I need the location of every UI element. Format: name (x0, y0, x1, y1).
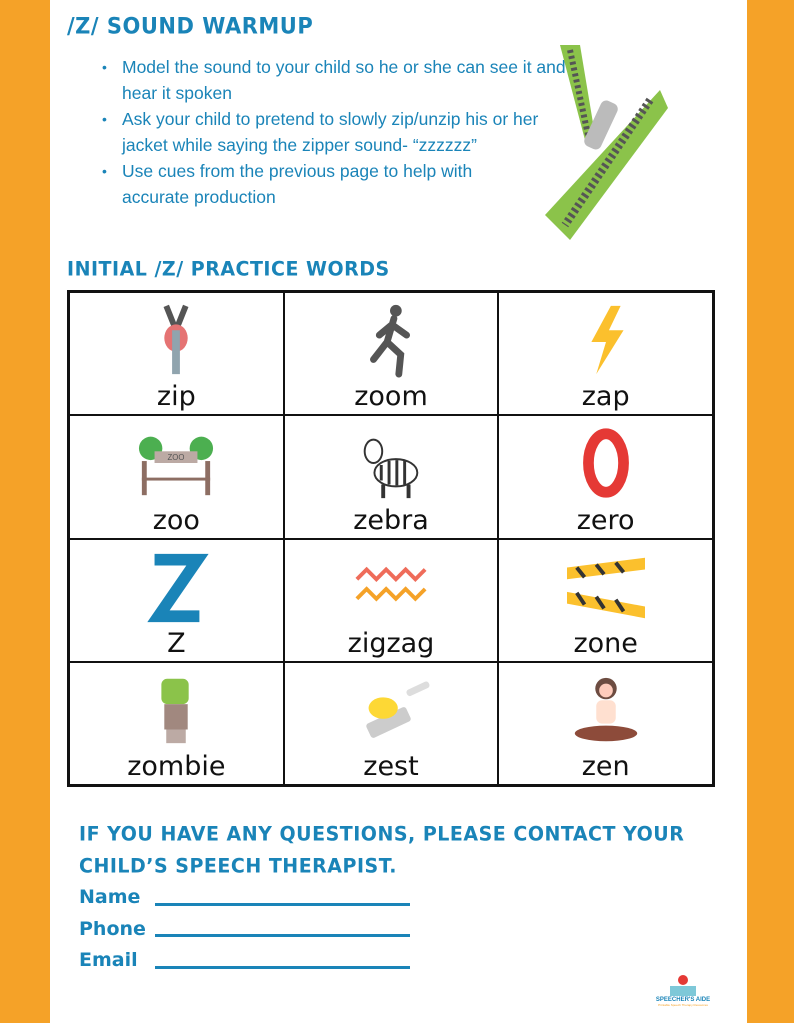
word-cell-zombie (69, 662, 284, 785)
bullet: • Use cues from the previous page to help with accurate production (102, 158, 502, 210)
warmup-bullets (102, 54, 572, 210)
word-label: zoom (354, 381, 428, 413)
word-cell-zebra (284, 415, 499, 538)
zipper-illustration (540, 40, 670, 240)
word-label: Z (167, 627, 186, 659)
word-label: zebra (353, 504, 429, 536)
word-label: zap (581, 381, 630, 413)
zoo-gate-icon (136, 424, 216, 502)
word-cell-zoo (69, 415, 284, 538)
word-cell-zest (284, 662, 499, 785)
word-label: zoo (152, 504, 200, 536)
letter-z-icon (136, 548, 216, 626)
word-grid (67, 290, 715, 787)
word-cell-z (69, 539, 284, 662)
books-icon (670, 986, 696, 996)
word-label: zen (581, 751, 630, 782)
name-field[interactable] (155, 903, 410, 906)
email-label: Email (79, 949, 138, 971)
word-cell-zigzag (284, 539, 499, 662)
zero-icon (566, 424, 646, 502)
contact-line-1: IF YOU HAVE ANY QUESTIONS, PLEASE CONTACT YOUR (79, 822, 685, 846)
bullet: • Model the sound to your child so he or she can see it and hear it spoken (102, 54, 572, 106)
word-cell-zone (498, 539, 713, 662)
word-label: zigzag (347, 627, 435, 659)
meditating-woman-icon (566, 671, 646, 749)
phone-field[interactable] (155, 934, 410, 937)
word-cell-zap (498, 292, 713, 415)
logo (648, 975, 718, 1007)
word-cell-zip (69, 292, 284, 415)
email-field[interactable] (155, 966, 410, 969)
worksheet-page (50, 0, 747, 1023)
svg-text:ZOO: ZOO (167, 453, 185, 463)
lightning-icon (566, 301, 646, 379)
warmup-title: /Z/ SOUND WARMUP (67, 13, 314, 39)
word-label: zone (573, 627, 638, 659)
phone-label: Phone (79, 918, 146, 940)
apple-icon (678, 975, 688, 985)
runner-icon (351, 301, 431, 379)
word-label: zero (576, 504, 635, 536)
zebra-icon (351, 424, 431, 502)
zombie-icon (136, 671, 216, 749)
logo-name: SPEECHER'S AIDE (655, 997, 711, 1003)
contact-line-2: CHILD’S SPEECH THERAPIST. (79, 854, 397, 878)
word-cell-zen (498, 662, 713, 785)
practice-title: INITIAL /Z/ PRACTICE WORDS (67, 257, 390, 281)
word-cell-zero (498, 415, 713, 538)
name-label: Name (79, 886, 141, 908)
word-label: zest (363, 751, 419, 782)
word-label: zip (156, 381, 196, 413)
zigzag-icon (351, 548, 431, 626)
caution-tape-icon (566, 548, 646, 626)
lemon-grater-icon (351, 671, 431, 749)
zipper-icon (136, 301, 216, 379)
bullet: • Ask your child to pretend to slowly zip/unzip his or her jacket while saying the zipper sound- “zzzzzz” (102, 106, 572, 158)
word-cell-zoom (284, 292, 499, 415)
logo-tagline: Printable Speech Therapy Resources (658, 1003, 708, 1007)
word-label: zombie (127, 751, 226, 782)
